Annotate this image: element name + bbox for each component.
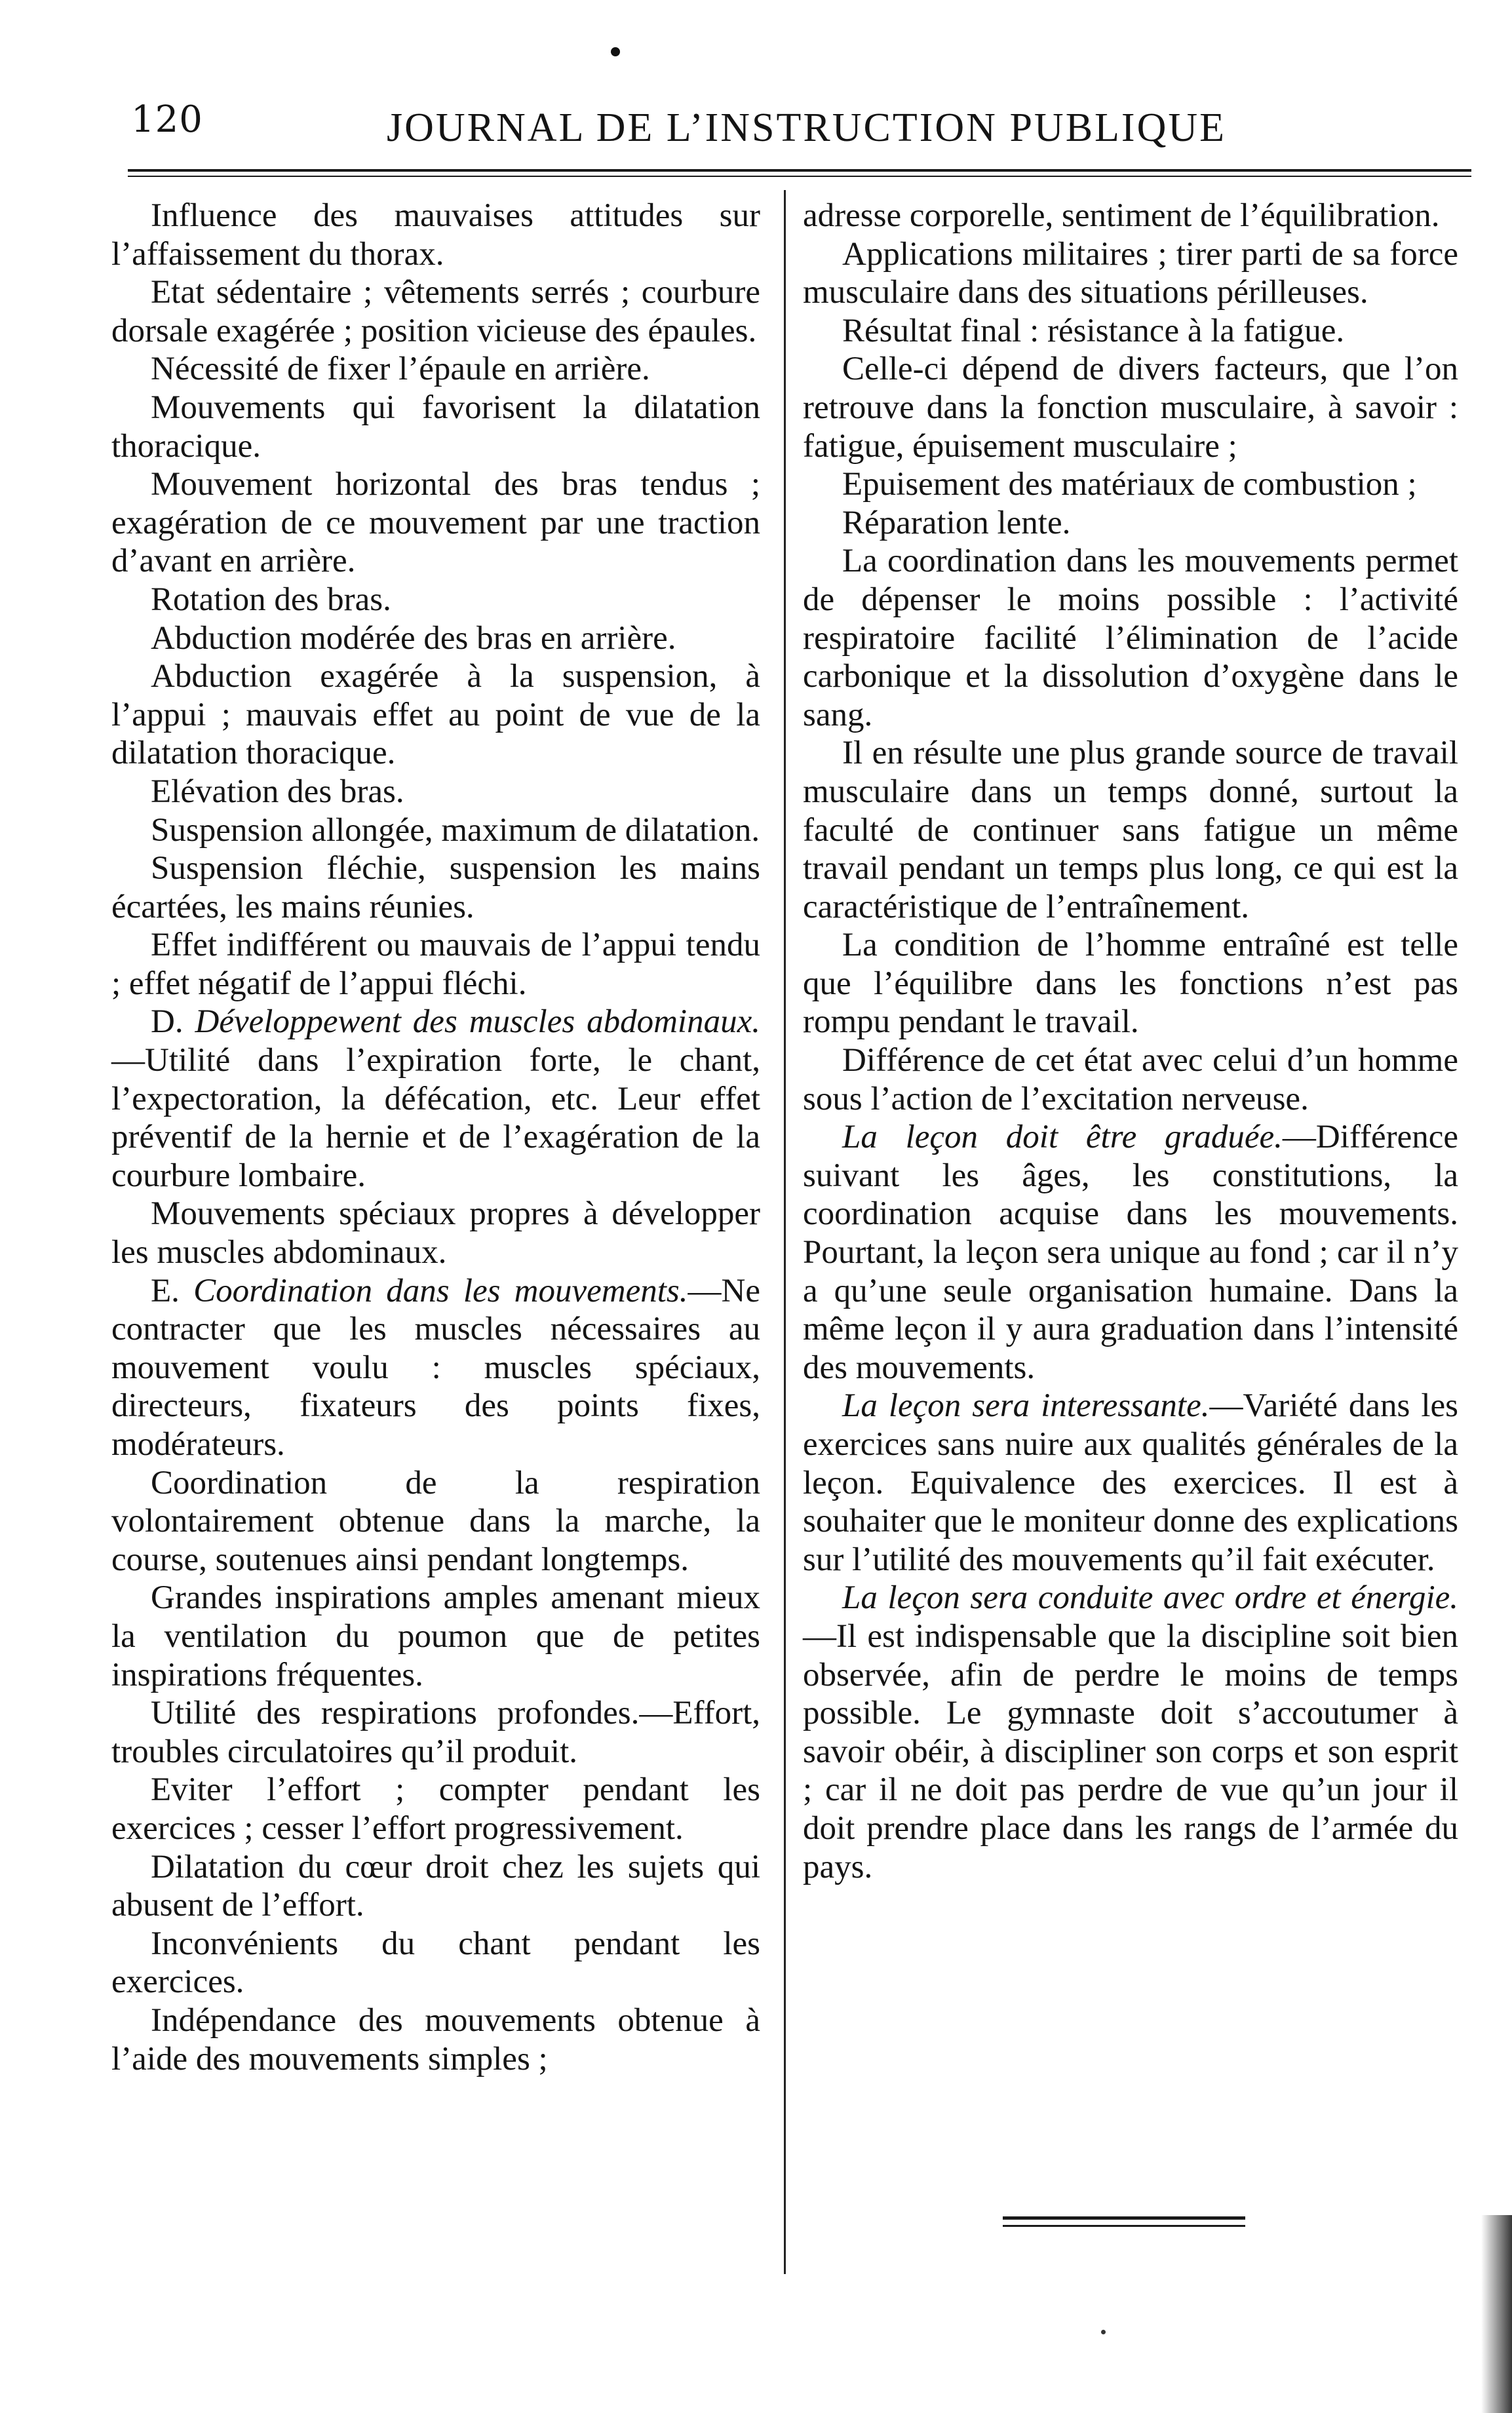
paragraph-text: Coordination de la respiration volontairement obtenue dans la marche, la course, soutenues ainsi pendant longtemps. [111,1464,760,1578]
paragraph [803,542,1458,734]
paragraph-text: —Utilité dans l’expiration forte, le chant, l’expectoration, la défécation, etc. Leur effet préventif de la hernie et de l’exagération de la courbure lombaire. [111,1042,760,1194]
running-title: JOURNAL DE L’INSTRUCTION PUBLIQUE [387,106,1226,150]
paragraph [111,1003,760,1195]
paragraph [111,1464,760,1579]
paragraph [803,197,1458,235]
paragraph [803,1387,1458,1579]
paragraph-text: Effet indifférent ou mauvais de l’appui tendu ; effet négatif de l’appui fléchi. [111,927,760,1002]
ink-dot [611,47,620,56]
paragraph [111,197,760,273]
paragraph [111,1925,760,2001]
paragraph [111,619,760,658]
paragraph [111,1195,760,1271]
italic-heading: La leçon sera interessante. [842,1387,1210,1425]
paragraph [803,1118,1458,1387]
ink-speck [1101,2330,1106,2334]
paragraph [803,504,1458,543]
paragraph [803,1579,1458,1886]
paragraph-text: Il en résulte une plus grande source de travail musculaire dans un temps donné, surtout la faculté de continuer sans fatigue un même travail pendant un temps plus long, ce qui est la caractéristique de l’entraînement. [803,735,1458,925]
paragraph-text: Rotation des bras. [151,581,391,618]
right-column [803,197,1458,1886]
paragraph [803,312,1458,351]
paragraph [111,849,760,926]
column-divider [784,190,786,2274]
paragraph-text: Résultat final : résistance à la fatigue. [842,312,1345,349]
paragraph [803,235,1458,312]
paragraph-text: Epuisement des matériaux de combustion ; [842,466,1417,503]
paragraph-text: Grandes inspirations amples amenant mieux la ventilation du poumon que de petites inspirations fréquentes. [111,1579,760,1693]
paragraph-text: Mouvements spéciaux propres à développer les muscles abdominaux. [111,1195,760,1271]
paragraph-text: Applications militaires ; tirer parti de sa force musculaire dans des situations périlleuses. [803,235,1458,311]
section-letter: E. [151,1272,194,1309]
paragraph-text: adresse corporelle, sentiment de l’équilibration. [803,197,1440,234]
end-rule [1003,2216,1245,2220]
italic-heading: Développewent des muscles abdominaux. [195,1003,760,1041]
paragraph [803,926,1458,1041]
paragraph [111,1771,760,1847]
paragraph-text: Influence des mauvaises attitudes sur l’affaissement du thorax. [111,197,760,273]
paragraph-text: La coordination dans les mouvements permet de dépenser le moins possible : l’activité respiratoire facilité l’élimination de l’acide carbonique et la dissolution d’oxygène dans le sang. [803,543,1458,733]
paragraph-text: Nécessité de fixer l’épaule en arrière. [151,351,650,388]
paragraph-text: Mouvement horizontal des bras tendus ; exagération de ce mouvement par une traction d’avant en arrière. [111,466,760,580]
page-number: 120 [131,98,203,141]
italic-heading: La leçon sera conduite avec ordre et énergie. [842,1579,1458,1617]
paragraph-text: Abduction exagérée à la suspension, à l’appui ; mauvais effet au point de vue de la dilatation thoracique. [111,658,760,772]
paragraph-text: Suspension allongée, maximum de dilatation. [151,811,760,849]
paragraph [111,926,760,1003]
paragraph-text: —Différence suivant les âges, les constitutions, la coordination acquise dans les mouvements. Pourtant, la leçon sera unique au fond ; car il n’y a qu’une seule organisation humaine. Dans la même leçon il y aura graduation dans l’intensité des mouvements. [803,1119,1458,1386]
paragraph-text: —Variété dans les exercices sans nuire aux qualités générales de la leçon. Equivalence des exercices. Il est à souhaiter que le moniteur donne des explications sur l’utilité des mouvements qu’il fait exécuter. [803,1387,1458,1578]
paragraph [111,273,760,350]
paragraph-text: Eviter l’effort ; compter pendant les exercices ; cesser l’effort progressivement. [111,1771,760,1847]
paragraph [111,657,760,773]
paragraph [111,1694,760,1771]
paragraph [111,1579,760,1694]
paragraph [803,350,1458,465]
paragraph-text: Abduction modérée des bras en arrière. [151,619,676,657]
paragraph [111,465,760,581]
paragraph-text: —Il est indispensable que la discipline soit bien observée, afin de perdre le moins de temps possible. Le gymnaste doit s’accoutumer à savoir obéir, à discipliner son corps et son esprit ; car il ne doit pas perdre de vue qu’un jour il doit prendre place dans les rangs de l’armée du pays. [803,1617,1458,1885]
paragraph-text: Utilité des respirations profondes.—Effort, troubles circulatoires qu’il produit. [111,1695,760,1770]
paragraph-text: La condition de l’homme entraîné est telle que l’équilibre dans les fonctions n’est pas rompu pendant le travail. [803,927,1458,1041]
paragraph [111,350,760,389]
paragraph-text: Celle-ci dépend de divers facteurs, que l’on retrouve dans la fonction musculaire, à savoir : fatigue, épuisement musculaire ; [803,351,1458,465]
paragraph [803,734,1458,926]
paragraph [111,2001,760,2078]
paragraph-text: Indépendance des mouvements obtenue à l’aide des mouvements simples ; [111,2001,760,2077]
paragraph [111,581,760,619]
paragraph [803,465,1458,504]
paragraph [111,1272,760,1464]
section-letter: D. [151,1003,195,1041]
paragraph [111,811,760,850]
end-rule-thin [1003,2225,1245,2227]
paragraph-text: Réparation lente. [842,504,1071,541]
italic-heading: Coordination dans les mouvements. [193,1272,688,1309]
paragraph-text: Différence de cet état avec celui d’un homme sous l’action de l’excitation nerveuse. [803,1042,1458,1117]
paragraph-text: Inconvénients du chant pendant les exercices. [111,1925,760,2001]
page-edge-shadow [1481,2215,1512,2413]
paragraph-text: Suspension fléchie, suspension les mains écartées, les mains réunies. [111,850,760,925]
paragraph-text: Mouvements qui favorisent la dilatation thoracique. [111,389,760,465]
paragraph-text: Elévation des bras. [151,773,404,810]
paragraph [111,389,760,465]
italic-heading: La leçon doit être graduée. [842,1119,1283,1156]
paragraph-text: —Ne contracter que les muscles nécessaires au mouvement voulu : muscles spéciaux, directeurs, fixateurs des points fixes, modérateurs. [111,1272,760,1463]
paragraph [111,773,760,811]
paragraph-text: Etat sédentaire ; vêtements serrés ; courbure dorsale exagérée ; position vicieuse des épaules. [111,274,760,349]
paragraph [111,1848,760,1925]
header-rule [128,169,1471,172]
paragraph-text: Dilatation du cœur droit chez les sujets qui abusent de l’effort. [111,1848,760,1924]
paragraph [803,1041,1458,1118]
header-rule-thin [128,176,1471,177]
left-column [111,197,760,2078]
